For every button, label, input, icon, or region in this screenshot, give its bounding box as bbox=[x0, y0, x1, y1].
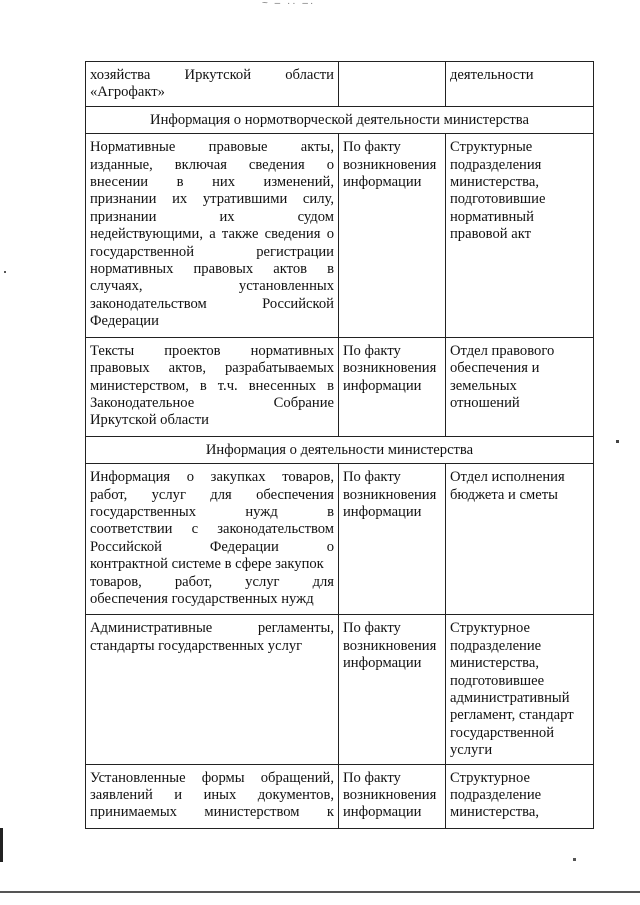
item-responsible: Отдел правового обеспечения и земельных отношений bbox=[446, 337, 594, 436]
section-title: Информация о деятельности министерства bbox=[86, 436, 594, 463]
table-row bbox=[86, 615, 594, 764]
left-binding-mark bbox=[0, 828, 3, 862]
item-responsible: деятельности bbox=[446, 62, 594, 107]
scan-speck bbox=[616, 440, 619, 443]
item-frequency: По факту возникновения информации bbox=[339, 615, 446, 764]
item-frequency bbox=[339, 62, 446, 107]
item-description: Установленные формы обращений, заявлений и иных документов, принимаемых министерством к bbox=[86, 764, 339, 828]
item-responsible: Отдел исполнения бюджета и сметы bbox=[446, 464, 594, 615]
item-frequency: По факту возникновения информации bbox=[339, 764, 446, 828]
item-description: Нормативные правовые акты, изданные, включая сведения о внесении в них изменений, признании их утратившими силу, признании их судом недействующими, а также сведения о государственной регистрации нормативных правовых актов в случаях, установленных законодательством Российской Федерации bbox=[86, 134, 339, 337]
item-frequency: По факту возникновения информации bbox=[339, 134, 446, 337]
item-description: хозяйства Иркутской области «Агрофакт» bbox=[86, 62, 339, 107]
table-row bbox=[86, 62, 594, 107]
information-table bbox=[85, 61, 594, 829]
scan-speck bbox=[4, 271, 6, 273]
item-description: Информация о закупках товаров, работ, услуг для обеспечения государственных нужд в соответствии с законодательством Российской Федерации о контрактной системе в сфере закупок товаров, работ, услуг для обеспечения государственных нужд bbox=[86, 464, 339, 615]
item-responsible: Структурное подразделение министерства, bbox=[446, 764, 594, 828]
item-description: Тексты проектов нормативных правовых актов, разрабатываемых министерством, в т.ч. внесенных в Законодательное Собрание Иркутской области bbox=[86, 337, 339, 436]
item-frequency: По факту возникновения информации bbox=[339, 464, 446, 615]
section-row bbox=[86, 436, 594, 463]
page-bottom-edge bbox=[0, 891, 640, 893]
item-description: Административные регламенты, стандарты государственных услуг bbox=[86, 615, 339, 764]
item-responsible: Структурное подразделение министерства, подготовившее административный регламент, стандарт государственной услуги bbox=[446, 615, 594, 764]
table-row bbox=[86, 464, 594, 615]
section-title: Информация о нормотворческой деятельности министерства bbox=[86, 106, 594, 133]
top-scan-mark: ~ – ·· –· bbox=[262, 0, 316, 8]
item-frequency: По факту возникновения информации bbox=[339, 337, 446, 436]
table-row bbox=[86, 134, 594, 337]
scan-speck bbox=[573, 858, 576, 861]
table-row bbox=[86, 337, 594, 436]
section-row bbox=[86, 106, 594, 133]
item-responsible: Структурные подразделения министерства, подготовившие нормативный правовой акт bbox=[446, 134, 594, 337]
table-row bbox=[86, 764, 594, 828]
